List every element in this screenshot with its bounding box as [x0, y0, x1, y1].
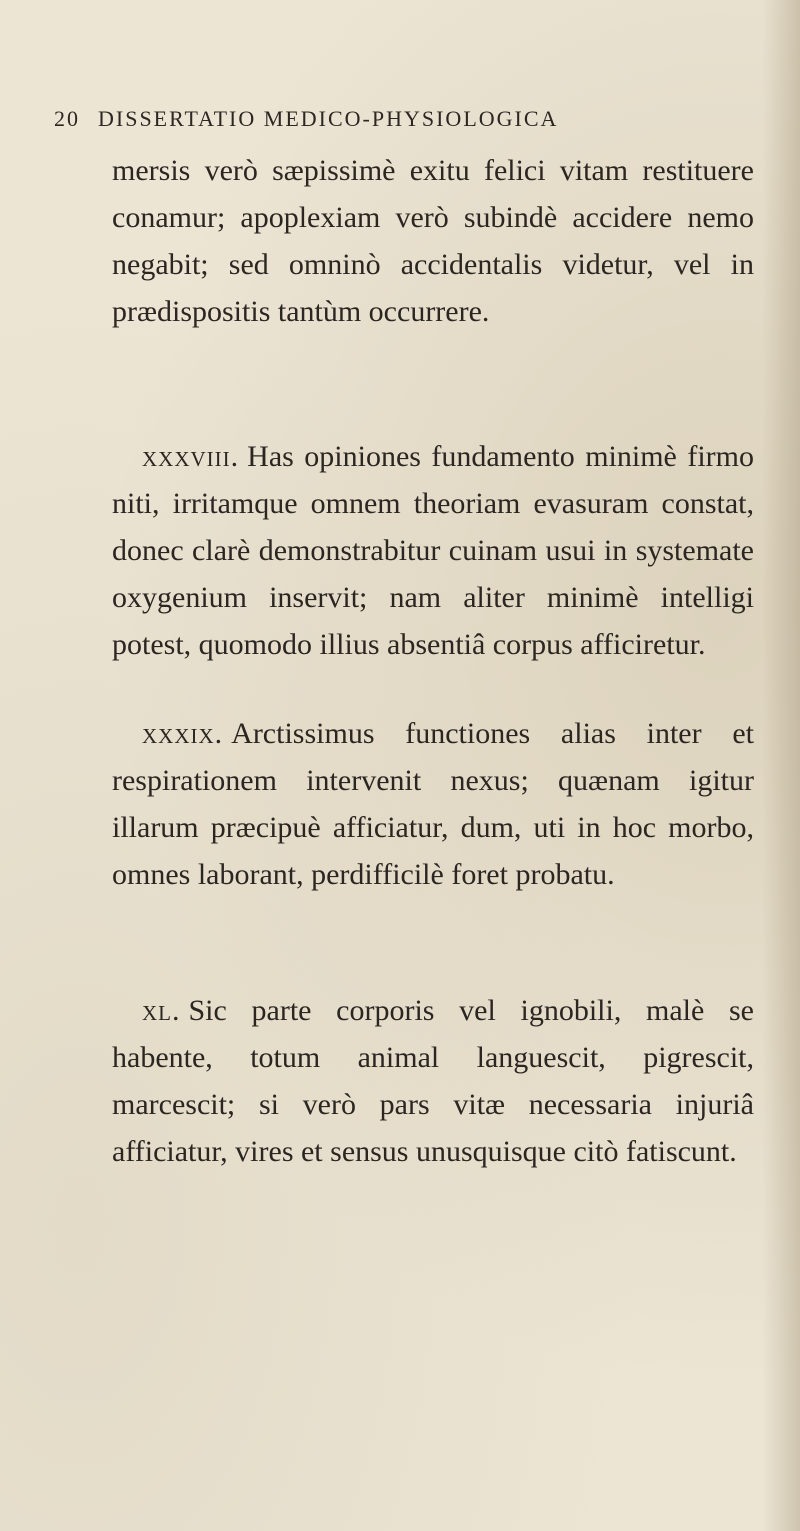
- paragraph-text: Sic parte corporis vel ignobili, malè se habente, totum animal languescit, pigrescit, marcescit; si verò pars vitæ necessaria injuriâ afficiatur, vires et sensus unusquisque citò fatiscunt.: [112, 994, 754, 1168]
- paragraph-text: Arctissimus functiones alias inter et respirationem intervenit nexus; quænam igitur illarum præcipuè afficiatur, dum, uti in hoc morbo, omnes laborant, perdifficilè foret probatu.: [112, 717, 754, 891]
- running-title: DISSERTATIO MEDICO-PHYSIOLOGICA: [98, 106, 559, 131]
- running-header: [54, 106, 558, 132]
- paragraph-number: xxxix.: [142, 717, 224, 750]
- paragraph-xxxviii: [112, 433, 754, 668]
- paragraph-text: mersis verò sæpissimè exitu felici vitam restituere conamur; apoplexiam verò subindè accidere nemo negabit; sed omninò accidentalis videtur, vel in prædispositis tantùm occurrere.: [112, 154, 754, 328]
- paragraph-number: xxxviii.: [142, 440, 240, 473]
- paragraph-xxxix: [112, 710, 754, 898]
- paragraph-number: xl.: [142, 994, 181, 1027]
- page-number: 20: [54, 106, 80, 131]
- paragraph-xl: [112, 987, 754, 1175]
- continuation-paragraph: [112, 147, 754, 335]
- page-edge-shadow: [762, 0, 800, 1531]
- paragraph-text: Has opiniones fundamento minimè firmo niti, irritamque omnem theoriam evasuram constat, donec clarè demonstrabitur cuinam usui in systemate oxygenium inservit; nam aliter minimè intelligi potest, quomodo illius absentiâ corpus afficiretur.: [112, 440, 754, 661]
